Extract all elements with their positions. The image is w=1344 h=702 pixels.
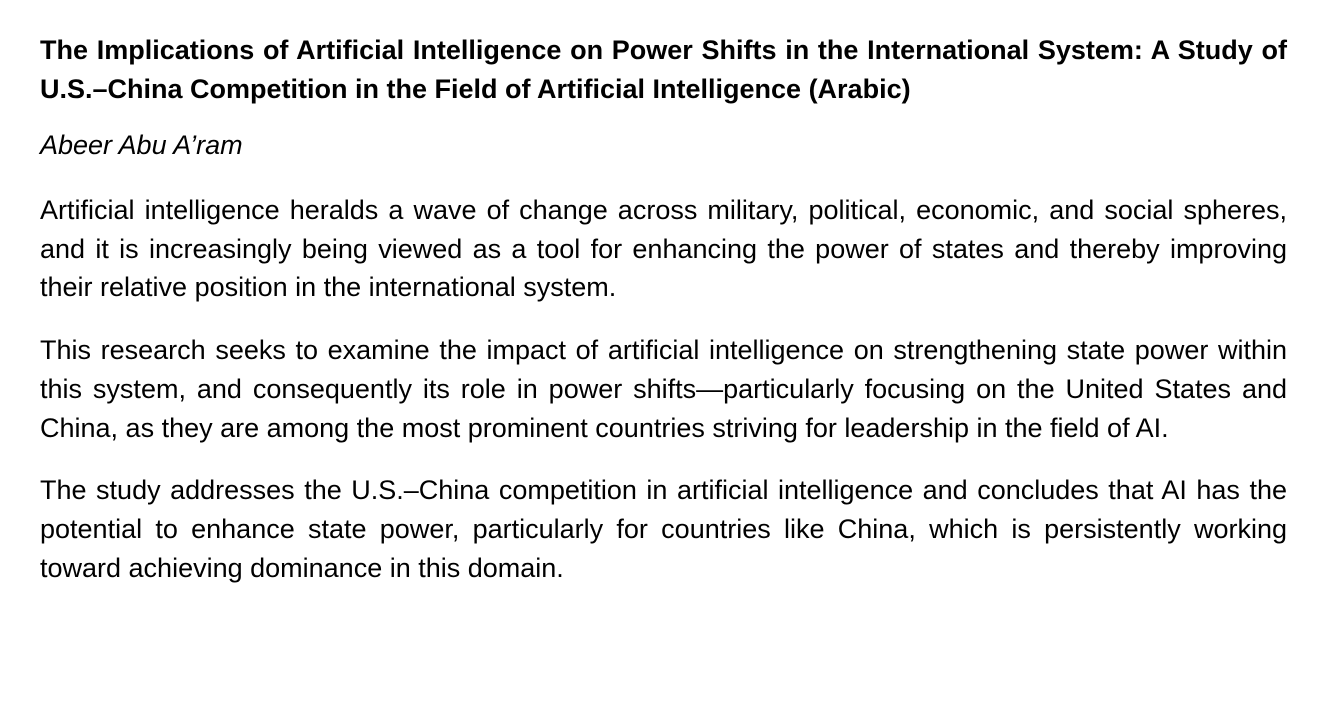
document-title: The Implications of Artificial Intelligence on Power Shifts in the International System: A Study of U.S.–China Competition in the Field of Artificial Intelligence (Arabic)	[40, 35, 1287, 104]
author-name: Abeer Abu A’ram	[40, 130, 243, 160]
abstract-paragraph-3: The study addresses the U.S.–China competition in artificial intelligence and concludes that AI has the potential to enhance state power, particularly for countries like China, which is persistently working toward achieving dominance in this domain.	[40, 475, 1287, 583]
abstract-paragraph-1: Artificial intelligence heralds a wave of change across military, political, economic, and social spheres, and it is increasingly being viewed as a tool for enhancing the power of states and thereby improving their relative position in the international system.	[40, 195, 1287, 303]
abstract-paragraph-2: This research seeks to examine the impact of artificial intelligence on strengthening state power within this system, and consequently its role in power shifts—particularly focusing on the United States and China, as they are among the most prominent countries striving for leadership in the field of AI.	[40, 335, 1287, 443]
